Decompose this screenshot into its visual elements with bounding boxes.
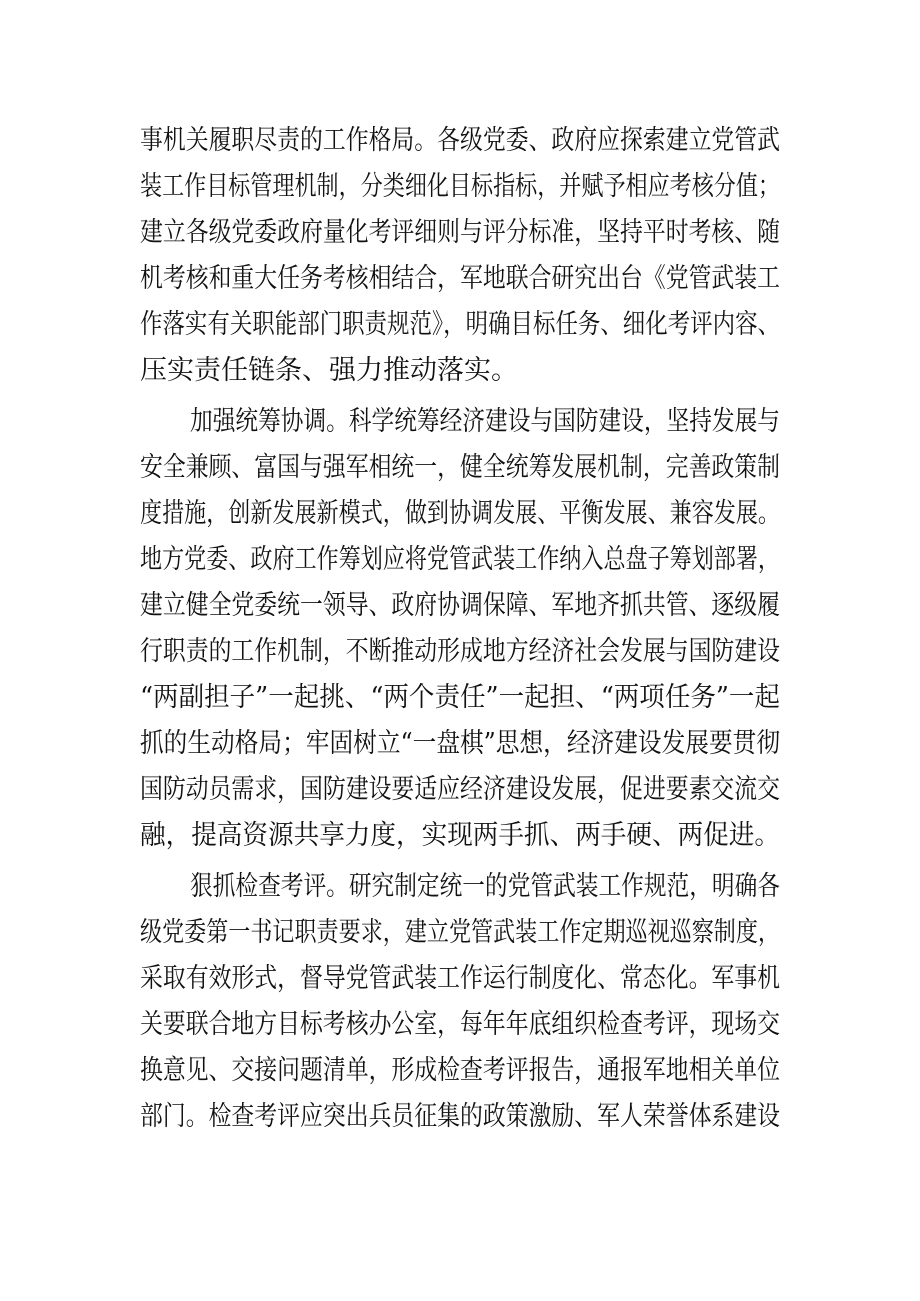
text-line: 压实责任链条、强力推动落实。 bbox=[140, 355, 518, 386]
text-line: 装工作目标管理机制，分类细化目标指标，并赋予相应考核分值； bbox=[140, 171, 780, 202]
text-line: 级党委第一书记职责要求，建立党管武装工作定期巡视巡察制度， bbox=[140, 917, 780, 948]
text-line: 事机关履职尽责的工作格局。各级党委、政府应探索建立党管武 bbox=[140, 125, 780, 156]
text-line: 建立各级党委政府量化考评细则与评分标准，坚持平时考核、随 bbox=[140, 217, 780, 248]
text-line: 国防动员需求，国防建设要适应经济建设发展，促进要素交流交 bbox=[140, 774, 780, 805]
text-line: 安全兼顾、富国与强军相统一，健全统筹发展机制，完善政策制 bbox=[140, 452, 780, 483]
text-line: 部门。检查考评应突出兵员征集的政策激励、军人荣誉体系建设 bbox=[140, 1101, 780, 1132]
text-line: 度措施，创新发展新模式，做到协调发展、平衡发展、兼容发展。 bbox=[140, 498, 780, 529]
text-line: “两副担子”一起挑、“两个责任”一起担、“两项任务”一起 bbox=[140, 682, 780, 713]
text-line: 建立健全党委统一领导、政府协调保障、军地齐抓共管、逐级履 bbox=[140, 590, 780, 621]
text-line: 换意见、交接问题清单，形成检查考评报告，通报军地相关单位 bbox=[140, 1055, 780, 1086]
text-line: 行职责的工作机制，不断推动形成地方经济社会发展与国防建设 bbox=[140, 636, 780, 667]
text-line: 地方党委、政府工作筹划应将党管武装工作纳入总盘子筹划部署， bbox=[140, 544, 780, 575]
text-line: 采取有效形式，督导党管武装工作运行制度化、常态化。军事机 bbox=[140, 963, 780, 994]
text-line: 关要联合地方目标考核办公室，每年年底组织检查考评，现场交 bbox=[140, 1009, 780, 1040]
text-line: 抓的生动格局；牢固树立“一盘棋”思想，经济建设发展要贯彻 bbox=[140, 728, 780, 759]
text-line: 作落实有关职能部门职责规范》，明确目标任务、细化考评内容、 bbox=[140, 309, 780, 340]
text-line: 加强统筹协调。科学统筹经济建设与国防建设，坚持发展与 bbox=[190, 406, 780, 437]
text-line: 机考核和重大任务考核相结合，军地联合研究出台《党管武装工 bbox=[140, 263, 780, 294]
text-line: 融，提高资源共享力度，实现两手抓、两手硬、两促进。 bbox=[140, 820, 780, 851]
text-line: 狠抓检查考评。研究制定统一的党管武装工作规范，明确各 bbox=[190, 871, 780, 902]
